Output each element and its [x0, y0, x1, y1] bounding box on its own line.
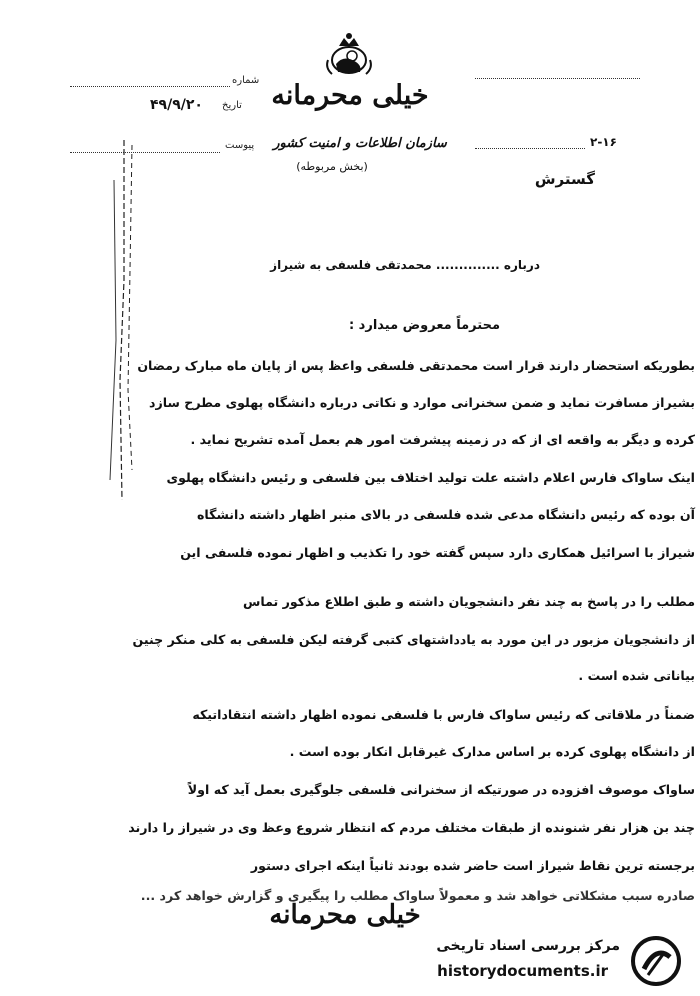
department-label: (بخش مربوطه) [296, 160, 368, 173]
body-line-14: برجسته ترین نقاط شیراز است حاضر شده بودند ثانیاً اینکه اجرای دستور [250, 858, 695, 873]
body-line-5: آن بوده که رئیس دانشگاه مدعی شده فلسفی در بالای منبر اظهار داشته دانشگاه [196, 507, 695, 522]
organization-name: سازمان اطلاعات و امنیت کشور [273, 136, 447, 151]
body-line-8: از دانشجویان مزبور در این مورد به یادداشتهای کتبی گرفته لیکن فلسفی به کلی منکر چنین [132, 632, 695, 647]
number-field-line [70, 86, 230, 87]
footer-classification-stamp: خیلی محرمانه [269, 900, 421, 930]
attachment-label: پیوست [225, 140, 255, 151]
reference-line [475, 148, 585, 149]
body-line-10: ضمناً در ملاقاتی که رئیس ساواک فارس با فلسفی نموده اظهار داشته انتقاداتیکه [192, 707, 695, 722]
body-line-15: صادره سبب مشکلاتی خواهد شد و معمولاً ساواک مطلب را پیگیری و گزارش خواهد کرد ... [140, 888, 695, 903]
salutation: محترماً معروض میدارد : [348, 318, 500, 333]
body-line-3: کرده و دیگر به واقعه ای از که در زمینه پیشرفت امور هم بعمل آمده تشریح نماید . [190, 432, 695, 447]
number-label: شماره [232, 75, 260, 86]
watermark-text-fa: مرکز بررسی اسناد تاریخی [436, 938, 620, 954]
body-line-6: شیراز با اسرائیل همکاری دارد سپس گفته خود را تکذیب و اظهار نموده فلسفی این [180, 545, 695, 560]
reference-number: ۲-۱۶ [590, 135, 617, 149]
body-line-9: بیاناتی شده است . [578, 668, 695, 683]
archive-logo-icon [630, 935, 682, 987]
date-label: تاریخ [222, 100, 242, 111]
body-line-2: بشیراز مسافرت نماید و ضمن سخنرانی موارد و نکاتی درباره دانشگاه پهلوی مطرح سازد [149, 395, 695, 410]
lion-and-sun-emblem [322, 30, 376, 80]
body-line-12: ساواک موصوف افزوده در صورتیکه از سخنرانی فلسفی جلوگیری بعمل آید که اولاً [187, 782, 695, 797]
body-line-11: از دانشگاه پهلوی کرده بر اساس مدارک غیرقابل انکار بوده است . [289, 744, 695, 759]
body-line-7: مطلب را در پاسخ به چند نفر دانشجویان داشته و طبق اطلاع مذکور تماس [242, 594, 695, 609]
subject-line: درباره .............. محمدتقی فلسفی به شیراز [270, 258, 540, 272]
body-line-13: چند بن هزار نفر شنونده از طبقات مختلف مردم که انتظار شروع وعظ وی در شیراز را دارند [128, 820, 695, 835]
body-line-4: اینک ساواک فارس اعلام داشته علت تولید اختلاف بین فلسفی و رئیس دانشگاه پهلوی [166, 470, 695, 485]
attachment-field-line [70, 152, 220, 153]
recipient-label: گسترش [534, 170, 595, 188]
date-value: ۴۹/۹/۲۰ [150, 97, 203, 113]
watermark-text-en: historydocuments.ir [437, 962, 608, 980]
classification-title: خیلی محرمانه [271, 80, 429, 111]
right-top-line [475, 78, 640, 79]
body-line-1: بطوریکه استحضار دارند قرار است محمدتقی فلسفی واعظ پس از پایان ماه مبارک رمضان [137, 358, 695, 373]
